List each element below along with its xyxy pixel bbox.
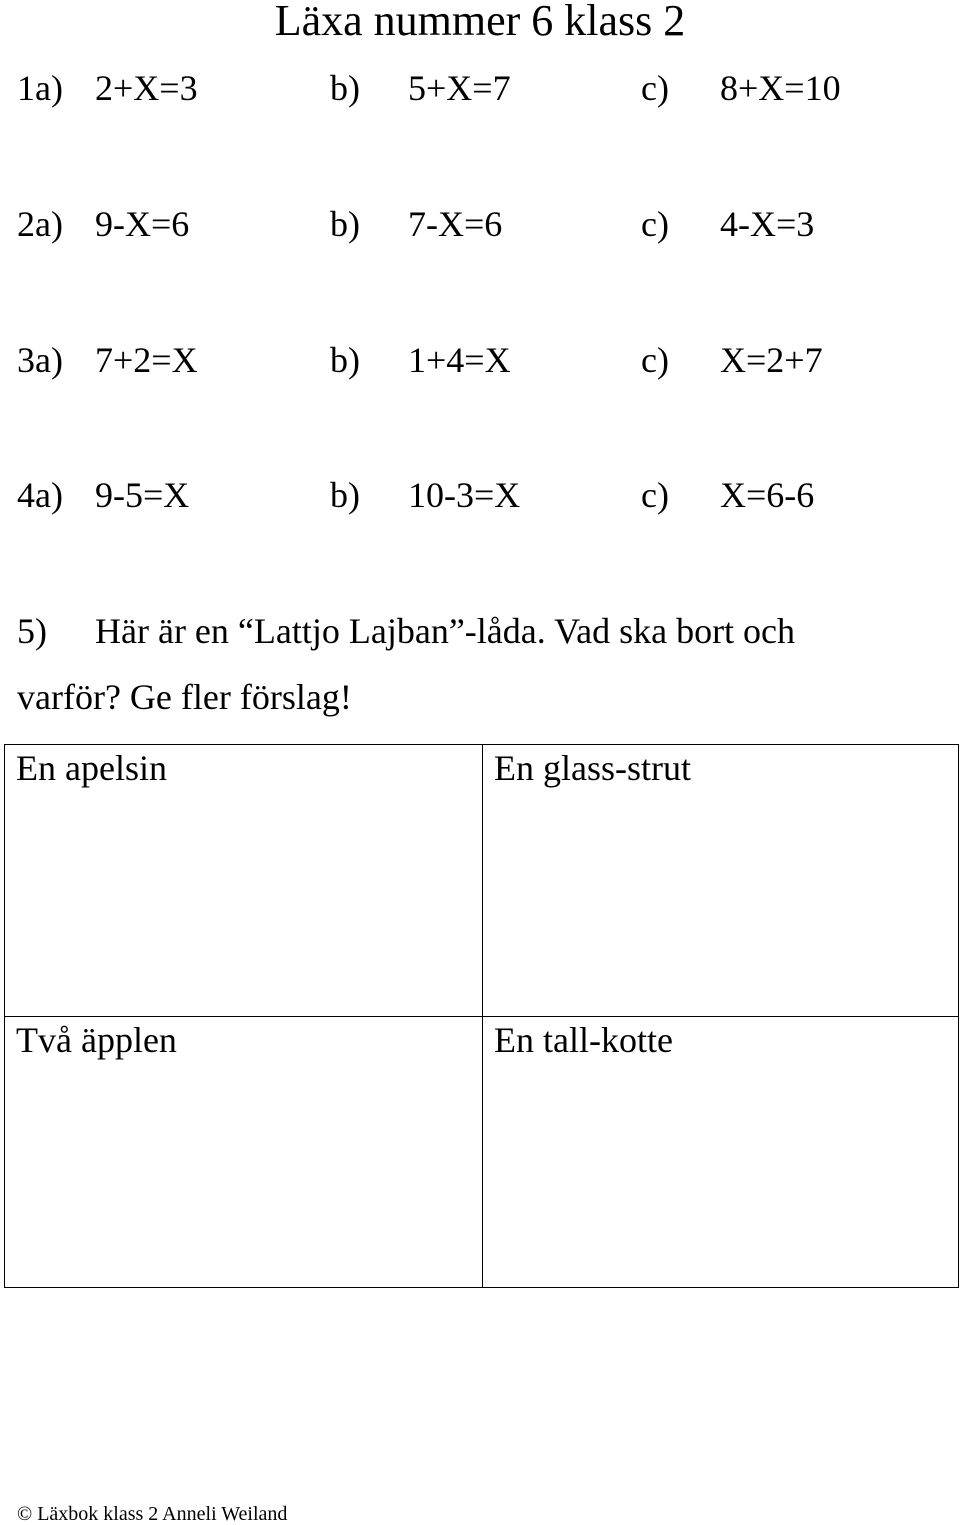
grid-cell-glass-strut: En glass-strut — [483, 745, 959, 1017]
task-row-1 — [0, 63, 960, 113]
equation-a: 7+2=X — [95, 340, 198, 380]
task-number: 3a) — [17, 340, 63, 380]
task-number: 2a) — [17, 204, 63, 244]
equation-c: 8+X=10 — [720, 68, 841, 108]
equation-c: X=2+7 — [720, 340, 823, 380]
grid-cell-apelsin: En apelsin — [5, 745, 483, 1017]
equation-b: 10-3=X — [408, 475, 521, 515]
label-b: b) — [330, 475, 360, 515]
grid-row — [5, 745, 959, 1017]
label-b: b) — [330, 204, 360, 244]
grid-row — [5, 1016, 959, 1288]
equation-a: 9-5=X — [95, 475, 190, 515]
task-number: 4a) — [17, 475, 63, 515]
task-row-3 — [0, 335, 960, 385]
task-number: 5) — [17, 611, 47, 651]
grid-cell-applen: Två äpplen — [5, 1016, 483, 1288]
task-row-2 — [0, 199, 960, 249]
grid-cell-tall-kotte: En tall-kotte — [483, 1016, 959, 1288]
equation-b: 7-X=6 — [408, 204, 503, 244]
equation-a: 9-X=6 — [95, 204, 190, 244]
copyright-footer: © Läxbok klass 2 Anneli Weiland — [17, 1503, 288, 1525]
task-row-4 — [0, 470, 960, 520]
label-c: c) — [641, 204, 669, 244]
equation-c: X=6-6 — [720, 475, 815, 515]
equation-a: 2+X=3 — [95, 68, 198, 108]
task-number: 1a) — [17, 68, 63, 108]
label-c: c) — [641, 475, 669, 515]
label-c: c) — [641, 68, 669, 108]
task-5-question-line-2: varför? Ge fler förslag! — [17, 677, 352, 717]
task-5-question-line-1: Här är en “Lattjo Lajban”-låda. Vad ska bort och — [95, 611, 796, 651]
lattjo-lajban-grid — [4, 744, 959, 1288]
equation-b: 5+X=7 — [408, 68, 511, 108]
label-b: b) — [330, 340, 360, 380]
label-c: c) — [641, 340, 669, 380]
equation-b: 1+4=X — [408, 340, 511, 380]
page-title: Läxa nummer 6 klass 2 — [274, 0, 686, 45]
label-b: b) — [330, 68, 360, 108]
equation-c: 4-X=3 — [720, 204, 815, 244]
